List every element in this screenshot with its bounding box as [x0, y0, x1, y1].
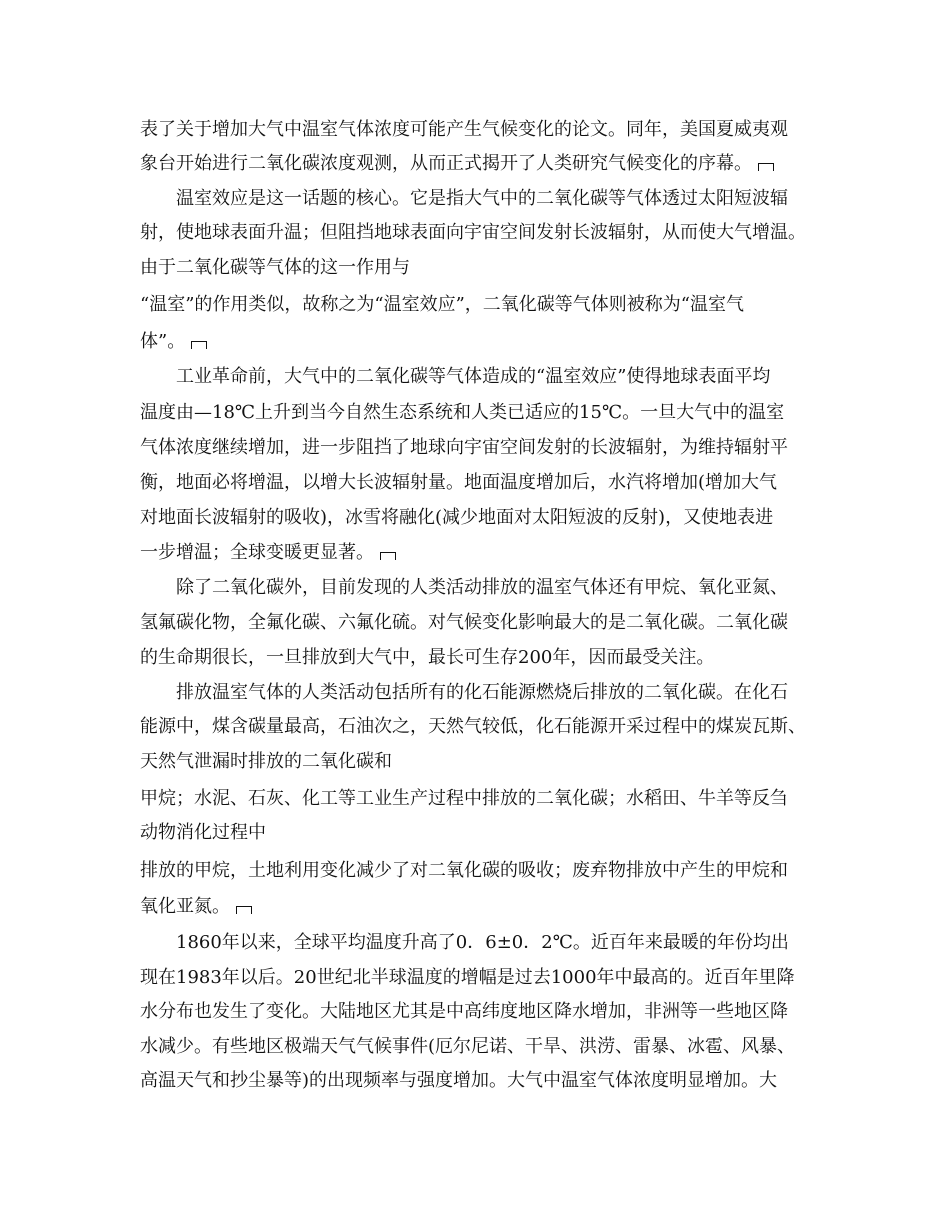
- text-line-content: 一步增温；全球变暖更显著。: [140, 542, 374, 563]
- text-line: [140, 503, 820, 533]
- text-line-content: 体”。: [140, 331, 186, 352]
- text-line: [140, 433, 820, 463]
- text-line: [140, 892, 820, 922]
- text-line-content: 氢氟碳化物，全氟化碳、六氟化硫。对气候变化影响最大的是二氧化碳。二氧化碳: [140, 612, 788, 633]
- text-line: [140, 747, 820, 777]
- text-line: [140, 643, 820, 673]
- text-line: [176, 678, 820, 708]
- text-line-content: 工业革命前，大气中的二氧化碳等气体造成的“温室效应”使得地球表面平均: [176, 366, 771, 387]
- text-line-content: 温度由—18℃上升到当今自然生态系统和人类已适应的15℃。一旦大气中的温室: [140, 402, 785, 423]
- text-line-content: 除了二氧化碳外，目前发现的人类活动排放的温室气体还有甲烷、氧化亚氮、: [176, 577, 788, 598]
- text-line-content: 水分布也发生了变化。大陆地区尤其是中高纬度地区降水增加，非洲等一些地区降: [140, 1001, 788, 1022]
- text-line: [140, 468, 820, 498]
- paragraph-mark-icon: [758, 163, 774, 171]
- text-line: [140, 218, 820, 248]
- text-line-content: 水减少。有些地区极端天气气候事件(厄尔尼诺、干旱、洪涝、雷暴、冰雹、风暴、: [140, 1036, 796, 1057]
- text-line-content: 能源中，煤含碳量最高，石油次之，天然气较低，化石能源开采过程中的煤炭瓦斯、: [140, 716, 806, 737]
- text-line-content: 的生命期很长，一旦排放到大气中，最长可生存200年，因而最受关注。: [140, 647, 715, 668]
- text-line: [140, 784, 820, 814]
- text-line: [140, 327, 820, 357]
- text-line: [140, 818, 820, 848]
- text-line: [140, 398, 820, 428]
- text-line: [140, 149, 820, 179]
- text-line: [176, 928, 820, 958]
- text-line: [140, 963, 820, 993]
- text-line-content: 现在1983年以后。20世纪北半球温度的增幅是过去1000年中最高的。近百年里降: [140, 967, 795, 988]
- text-line-content: 排放的甲烷，土地利用变化减少了对二氧化碳的吸收；废弃物排放中产生的甲烷和: [140, 860, 788, 881]
- text-line: [140, 1032, 820, 1062]
- text-line-content: 气体浓度继续增加，进一步阻挡了地球向宇宙空间发射的长波辐射，为维持辐射平: [140, 437, 788, 458]
- text-line-content: 甲烷；水泥、石灰、化工等工业生产过程中排放的二氧化碳；水稻田、牛羊等反刍: [140, 788, 788, 809]
- paragraph-mark-icon: [380, 552, 396, 560]
- text-line-content: 1860年以来，全球平均温度升高了0．6±0．2℃。近百年来最暖的年份均出: [176, 932, 789, 953]
- text-line: [140, 997, 820, 1027]
- text-line: [140, 1066, 820, 1096]
- text-line: [140, 538, 820, 568]
- text-line: [140, 712, 820, 742]
- text-line: [140, 856, 820, 886]
- text-line-content: 温室效应是这一话题的核心。它是指大气中的二氧化碳等气体透过太阳短波辐: [176, 188, 788, 209]
- text-line-content: 衡，地面必将增温，以增大长波辐射量。地面温度增加后，水汽将增加(增加大气: [140, 472, 778, 493]
- paragraph-mark-icon: [191, 341, 207, 349]
- text-line-content: 高温天气和抄尘暴等)的出现频率与强度增加。大气中温室气体浓度明显增加。大: [140, 1070, 778, 1091]
- text-line: [140, 290, 820, 320]
- text-line-content: 对地面长波辐射的吸收)，冰雪将融化(减少地面对太阳短波的反射)，又使地表进: [140, 507, 774, 528]
- text-line: [176, 573, 820, 603]
- text-line-content: 表了关于增加大气中温室气体浓度可能产生气候变化的论文。同年，美国夏威夷观: [140, 119, 788, 140]
- text-line-content: 象台开始进行二氧化碳浓度观测，从而正式揭开了人类研究气候变化的序幕。: [140, 153, 752, 174]
- text-line-content: 天然气泄漏时排放的二氧化碳和: [140, 751, 392, 772]
- text-line-content: “温室”的作用类似，故称之为“温室效应”，二氧化碳等气体则被称为“温室气: [140, 294, 745, 315]
- text-line-content: 由于二氧化碳等气体的这一作用与: [140, 257, 410, 278]
- text-line: [140, 253, 820, 283]
- text-line-content: 排放温室气体的人类活动包括所有的化石能源燃烧后排放的二氧化碳。在化石: [176, 682, 788, 703]
- text-line-content: 氧化亚氮。: [140, 896, 230, 917]
- text-line: [176, 184, 820, 214]
- text-line: [140, 608, 820, 638]
- text-line-content: 动物消化过程中: [140, 822, 266, 843]
- paragraph-mark-icon: [236, 906, 252, 914]
- text-line: [140, 115, 820, 145]
- text-line-content: 射，使地球表面升温；但阻挡地球表面向宇宙空间发射长波辐射，从而使大气增温。: [140, 222, 806, 243]
- text-line: [176, 362, 820, 392]
